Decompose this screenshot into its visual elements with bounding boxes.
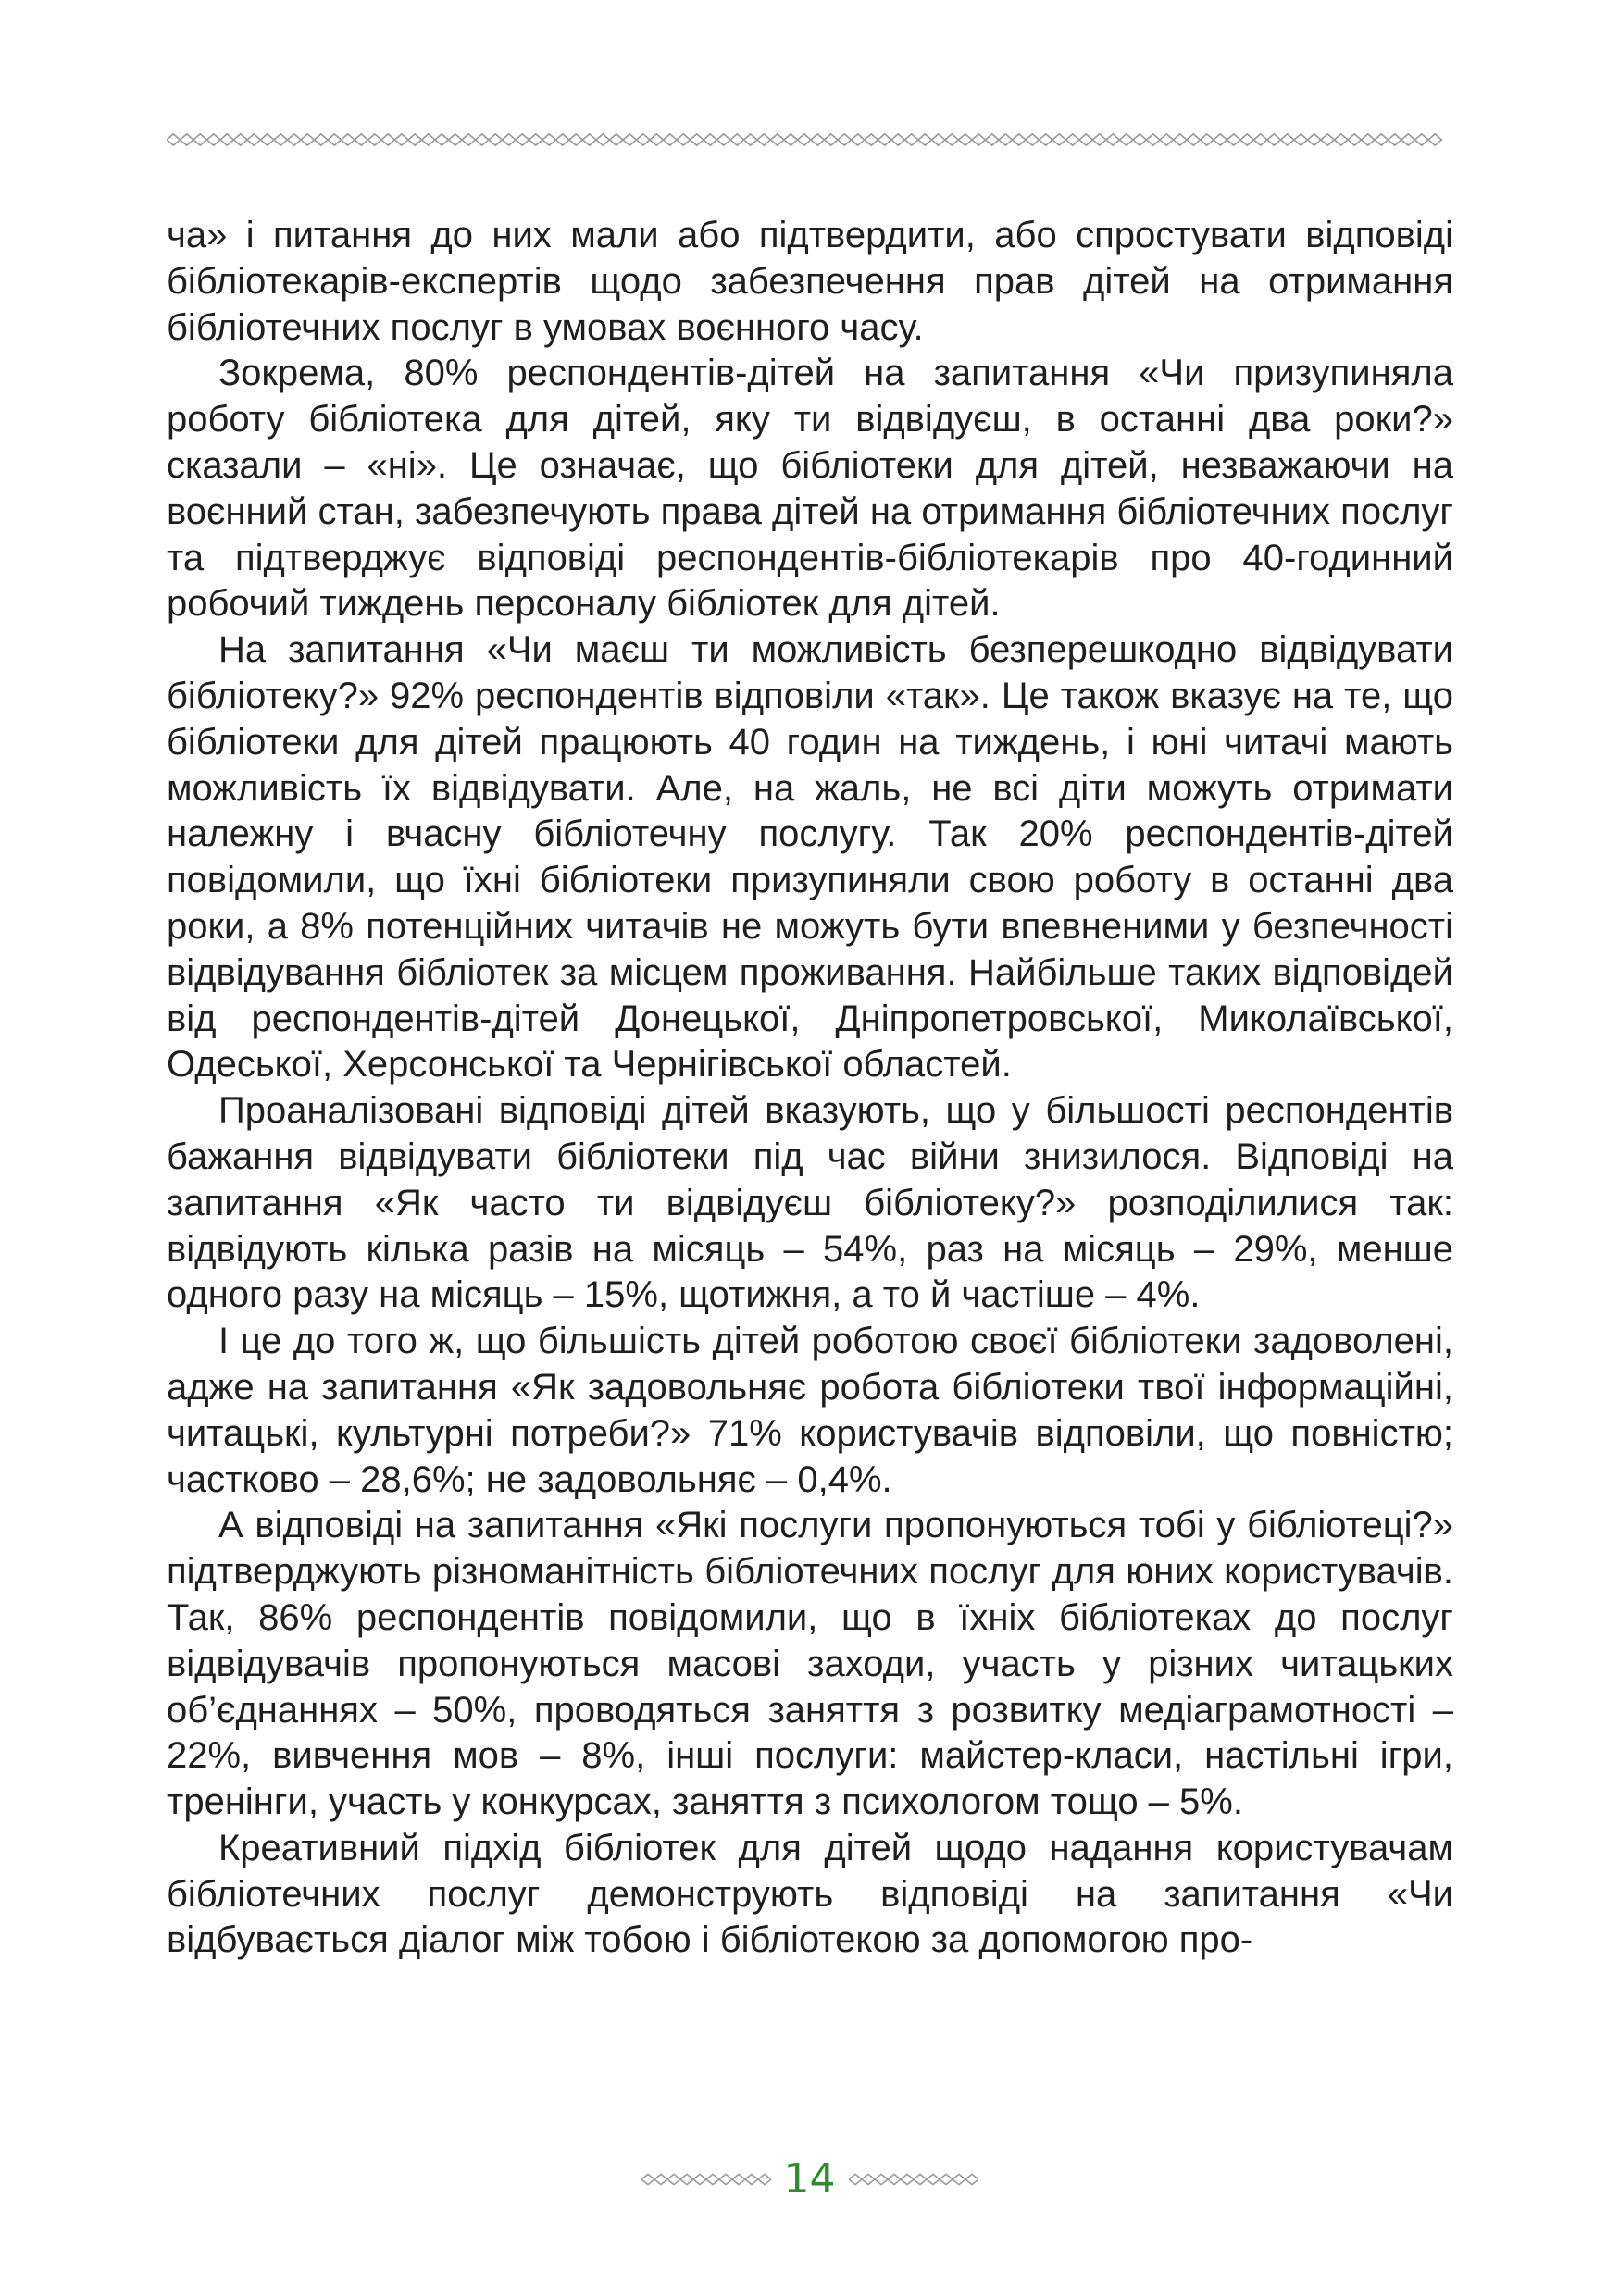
footer-ornament-left xyxy=(641,2170,771,2189)
paragraph: Зокрема, 80% респондентів-дітей на запитання «Чи призупиняла роботу бібліотека для дітей, яку ти відвідуєш, в останні два роки?» сказали – «ні». Це означає, що бібліотеки для дітей, незважаючи на воєнний стан, забезпечують права дітей на отримання бібліотечних послуг та підтверджує відповіді респондентів-бібліотекарів про 40-годинний робочий тиждень персоналу бібліотек для дітей. xyxy=(167,353,1453,625)
ornament-diamond xyxy=(462,134,476,145)
ornament-diamond xyxy=(1133,134,1147,145)
ornament-diamond xyxy=(274,134,288,145)
ornament-diamond xyxy=(1079,134,1093,145)
ornament-diamond xyxy=(704,134,717,145)
ornament-diamond xyxy=(1147,134,1161,145)
ornament-diamond xyxy=(422,134,436,145)
paragraph: Проаналізовані відповіді дітей вказують, що у більшості респондентів бажання відвідувати бібліотеки під час війни знизилося. Відповіді на запитання «Як часто ти відвідуєш бібліотеку?» розподілилися так: відвідують кілька разів на місяць – 54%, раз на місяць – 29%, менше одного разу на місяць – 15%, щотижня, а то й частіше – 4%. xyxy=(167,1090,1453,1316)
ornament-diamond xyxy=(719,2174,732,2184)
ornament-diamond xyxy=(1013,134,1027,145)
ornament-diamond xyxy=(207,134,221,145)
ornament-diamond xyxy=(247,134,261,145)
ornament-diamond xyxy=(875,2174,888,2184)
ornament-diamond xyxy=(758,2174,771,2184)
ornament-diamond xyxy=(516,134,529,145)
ornament-diamond xyxy=(744,134,758,145)
ornament-diamond xyxy=(677,134,691,145)
ornament-diamond xyxy=(435,134,449,145)
ornament-diamond xyxy=(315,134,329,145)
ornament-diamond xyxy=(1174,134,1188,145)
ornament-diamond xyxy=(449,134,463,145)
ornament-diamond xyxy=(623,134,637,145)
ornament-diamond xyxy=(368,134,382,145)
ornament-diamond xyxy=(395,134,409,145)
paragraph: На запитання «Чи маєш ти можливість безперешкодно відвідувати бібліотеку?» 92% респондентів відповіли «так». Це також вказує на те, що бібліотеки для дітей працюють 40 годин на тиждень, і юні читачі мають можливість їх відвідувати. Але, на жаль, не всі діти можуть отримати належну і вчасну бібліотечну послугу. Так 20% респондентів-дітей повідомили, що їхні бібліотеки призупиняли свою роботу в останні два роки, а 8% потенційних читачів не можуть бути впевненими у безпечності відвідування бібліотек за місцем проживання. Найбільше таких відповідей від респондентів-дітей Донецької, Дніпропетровської, Миколаївської, Одеської, Херсонської та Чернігівської областей. xyxy=(167,629,1453,1086)
ornament-diamond xyxy=(583,134,597,145)
ornament-diamond xyxy=(667,2174,680,2184)
ornament-diamond xyxy=(1308,134,1322,145)
ornament-diamond xyxy=(771,134,785,145)
ornament-diamond xyxy=(691,134,704,145)
ornament-diamond xyxy=(1040,134,1053,145)
ornament-diamond xyxy=(849,2174,862,2184)
ornament-diamond xyxy=(542,134,556,145)
ornament-diamond xyxy=(167,134,181,145)
ornament-diamond xyxy=(328,134,342,145)
ornament-diamond xyxy=(745,2174,758,2184)
paragraph: І це до того ж, що більшість дітей роботою своєї бібліотеки задоволені, адже на запитання «Як задовольняє робота бібліотеки твої інформаційні, читацькі, культурні потреби?» 71% користувачів відповіли, що повністю; частково – 28,6%; не задовольняє – 0,4%. xyxy=(167,1321,1453,1500)
ornament-diamond xyxy=(878,134,892,145)
ornament-diamond xyxy=(220,134,234,145)
ornament-diamond xyxy=(664,134,678,145)
footer-ornament-right xyxy=(849,2170,978,2189)
ornament-diamond xyxy=(301,134,315,145)
ornament-diamond xyxy=(901,2174,914,2184)
ornament-diamond xyxy=(811,134,825,145)
ornament-diamond xyxy=(972,134,986,145)
ornament-diamond xyxy=(914,2174,927,2184)
ornament-diamond xyxy=(1375,134,1389,145)
ornament-diamond xyxy=(1254,134,1268,145)
ornament-diamond xyxy=(1428,134,1442,145)
ornament-diamond xyxy=(1415,134,1429,145)
ornament-diamond xyxy=(888,2174,901,2184)
ornament-diamond xyxy=(1240,134,1254,145)
ornament-diamond xyxy=(959,134,973,145)
ornament-diamond xyxy=(732,2174,745,2184)
ornament-diamond xyxy=(355,134,368,145)
ornament-diamond xyxy=(1120,134,1134,145)
page-number: 14 xyxy=(783,2155,836,2203)
top-ornament xyxy=(167,130,1453,150)
ornament-diamond xyxy=(1187,134,1201,145)
ornament-diamond xyxy=(918,134,932,145)
ornament-diamond xyxy=(1160,134,1174,145)
ornament-diamond xyxy=(650,134,664,145)
ornament-diamond xyxy=(838,134,852,145)
ornament-diamond xyxy=(556,134,570,145)
paragraph: А відповіді на запитання «Які послуги пропонуються тобі у бібліотеці?» підтверджують різноманітність бібліотечних послуг для юних користувачів. Так, 86% респондентів повідомили, що в їхніх бібліотеках до послуг відвідувачів пропонуються масові заходи, участь у різних читацьких об’єднаннях – 50%, проводяться заняття з розвитку медіаграмотності – 22%, вивчення мов – 8%, інші послуги: майстер-класи, настільні ігри, тренінги, участь у конкурсах, заняття з психологом тощо – 5%. xyxy=(167,1505,1453,1823)
ornament-diamond xyxy=(181,134,194,145)
ornament-diamond xyxy=(927,2174,940,2184)
ornament-diamond xyxy=(1401,134,1415,145)
ornament-diamond xyxy=(965,2174,978,2184)
ornament-diamond xyxy=(784,134,798,145)
ornament-diamond xyxy=(1106,134,1120,145)
ornament-diamond xyxy=(381,134,395,145)
ornament-diamond xyxy=(529,134,543,145)
ornament-diamond xyxy=(986,134,1000,145)
ornament-diamond xyxy=(408,134,422,145)
ornament-diamond xyxy=(476,134,490,145)
ornament-diamond xyxy=(862,2174,875,2184)
ornament-diamond xyxy=(641,2174,654,2184)
ornament-diamond xyxy=(717,134,731,145)
ornament-diamond xyxy=(865,134,878,145)
ornament-diamond xyxy=(1348,134,1362,145)
ornament-diamond xyxy=(999,134,1013,145)
ornament-diamond xyxy=(940,2174,953,2184)
ornament-diamond xyxy=(489,134,503,145)
ornament-diamond xyxy=(1066,134,1080,145)
ornament-diamond xyxy=(1267,134,1281,145)
ornament-diamond xyxy=(1362,134,1376,145)
ornament-diamond xyxy=(905,134,919,145)
ornament-diamond xyxy=(1052,134,1066,145)
ornament-diamond xyxy=(261,134,275,145)
ornament-diamond xyxy=(234,134,248,145)
ornament-diamond xyxy=(569,134,583,145)
ornament-diamond xyxy=(1389,134,1402,145)
ornament-diamond xyxy=(932,134,946,145)
ornament-diamond xyxy=(654,2174,667,2184)
ornament-diamond xyxy=(288,134,302,145)
ornament-diamond xyxy=(891,134,905,145)
ornament-diamond xyxy=(1227,134,1241,145)
ornament-diamond xyxy=(637,134,651,145)
ornament-diamond xyxy=(798,134,812,145)
ornament-diamond xyxy=(945,134,959,145)
ornament-diamond xyxy=(193,134,207,145)
ornament-diamond xyxy=(953,2174,965,2184)
ornament-diamond xyxy=(1201,134,1214,145)
page-footer xyxy=(0,2156,1619,2203)
ornament-diamond xyxy=(680,2174,693,2184)
ornament-diamond xyxy=(825,134,839,145)
ornament-diamond xyxy=(1321,134,1335,145)
ornament-diamond xyxy=(1026,134,1040,145)
ornament-diamond xyxy=(1214,134,1227,145)
paragraph-continuation: ча» і питання до них мали або підтвердити, або спростувати відповіді бібліотекарів-експертів щодо забезпечення прав дітей на отримання бібліотечних послуг в умовах воєнного часу. xyxy=(167,215,1453,348)
ornament-diamond xyxy=(706,2174,719,2184)
ornament-diamond xyxy=(1281,134,1295,145)
ornament-diamond xyxy=(757,134,771,145)
ornament-diamond xyxy=(610,134,624,145)
ornament-diamond xyxy=(1335,134,1349,145)
ornament-diamond xyxy=(852,134,866,145)
body-text xyxy=(167,213,1453,1964)
ornament-diamond xyxy=(1093,134,1107,145)
ornament-diamond xyxy=(503,134,517,145)
paragraph: Креативний підхід бібліотек для дітей щодо надання користувачам бібліотечних послуг демонструють відповіді на запитання «Чи відбувається діалог між тобою і бібліотекою за допомогою про- xyxy=(167,1827,1453,1961)
ornament-diamond xyxy=(693,2174,706,2184)
ornament-diamond xyxy=(1294,134,1308,145)
ornament-diamond xyxy=(596,134,610,145)
ornament-diamond xyxy=(730,134,744,145)
ornament-diamond xyxy=(342,134,355,145)
